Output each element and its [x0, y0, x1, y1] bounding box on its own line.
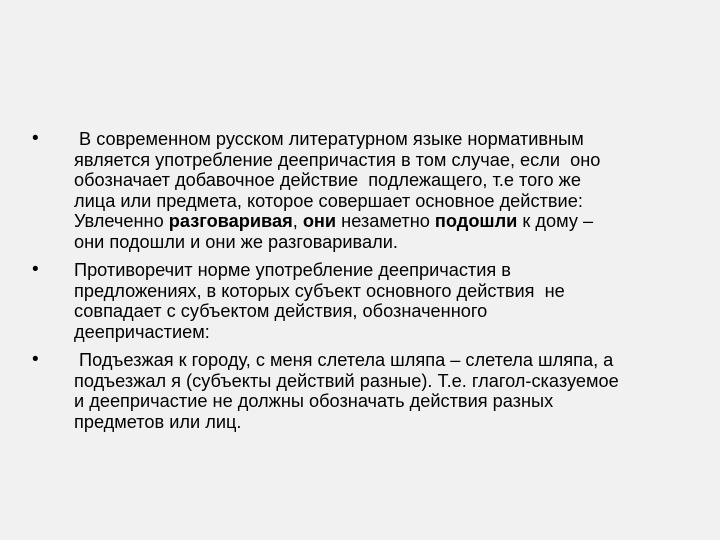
- bullet-text: [74, 260, 690, 342]
- example-plain-text: Увлеченно: [74, 211, 169, 231]
- example-plain-text: ,: [292, 211, 303, 231]
- example-plain-text: к дому –: [517, 211, 594, 231]
- text-line: обозначает добавочное действие подлежащего, т.е того же: [74, 170, 581, 190]
- text-line: деепричастием:: [74, 321, 210, 342]
- bullet-marker: •: [32, 349, 39, 370]
- example-bold-word: подошли: [434, 211, 518, 231]
- example-bold-word: они: [302, 211, 337, 231]
- example-plain-text: незаметно: [336, 211, 435, 231]
- text-line: предложениях, в которых субъект основного действия не: [74, 280, 565, 301]
- bullet-item: [30, 350, 690, 432]
- text-line: и деепричастие не должны обозначать действия разных: [74, 391, 554, 411]
- text-line: подъезжал я (субъекты действий разные). Т.е. глагол-сказуемое: [74, 370, 619, 391]
- text-line: совпадает с субъектом действия, обозначенного: [74, 301, 488, 321]
- text-line: является употребление деепричастия в том случае, если оно: [74, 149, 601, 170]
- text-line: В современном русском литературном языке нормативным: [74, 129, 584, 149]
- text-line: лица или предмета, которое совершает основное действие:: [74, 190, 583, 211]
- bullet-item: [30, 129, 690, 252]
- text-line: они подошли и они же разговаривали.: [74, 231, 398, 252]
- text-line: Подъезжая к городу, с меня слетела шляпа – слетела шляпа, а: [74, 350, 614, 370]
- bullet-text: [74, 129, 690, 252]
- bullet-list: [30, 129, 690, 440]
- example-bold-word: разговаривая: [168, 211, 293, 231]
- bullet-item: [30, 260, 690, 342]
- bullet-marker: •: [32, 128, 39, 149]
- bullet-marker: •: [32, 259, 39, 280]
- text-line: Противоречит норме употребление деепричастия в: [74, 260, 511, 280]
- example-line: [74, 211, 690, 232]
- bullet-text: [74, 350, 690, 432]
- text-line: предметов или лиц.: [74, 411, 242, 432]
